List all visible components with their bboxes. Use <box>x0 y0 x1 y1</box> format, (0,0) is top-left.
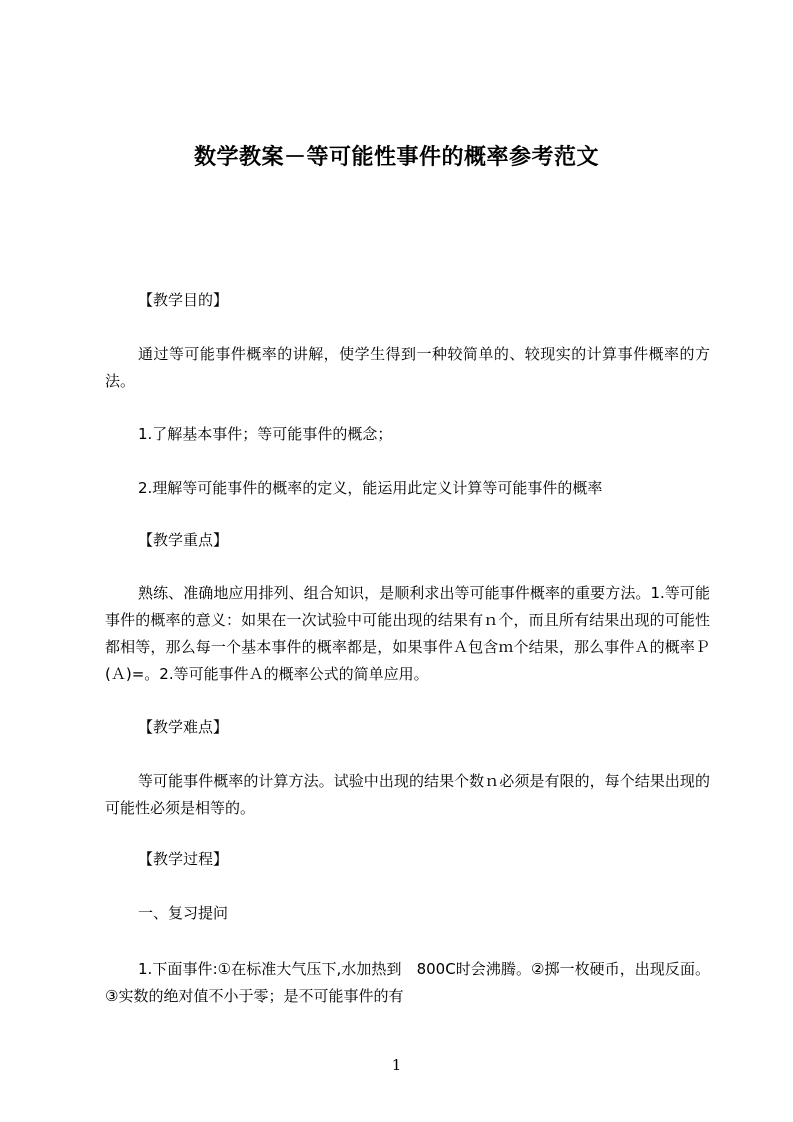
section-heading-process: 【教学过程】 <box>138 850 229 868</box>
paragraph-difficulty: 等可能事件概率的计算方法。试验中出现的结果个数ｎ必须是有限的，每个结果出现的可能性必须是相等的。 <box>105 772 710 817</box>
paragraph-focus: 熟练、准确地应用排列、组合知识，是顺利求出等可能事件概率的重要方法。1.等可能事件的概率的意义：如果在一次试验中可能出现的结果有ｎ个，而且所有结果出现的可能性都相等，那么每一个基本事件的概率都是，如果事件Ａ包含ｍ个结果，那么事件Ａ的概率Ｐ(Ａ)=。2.等可能事件Ａ的概率公式的简单应用。 <box>105 584 710 683</box>
section-heading-difficulty: 【教学难点】 <box>138 718 229 736</box>
page-number: 1 <box>391 1056 402 1074</box>
list-item-goal-2: 2.理解等可能事件的概率的定义，能运用此定义计算等可能事件的概率 <box>138 479 603 497</box>
paragraph-goal-intro: 通过等可能事件概率的讲解，使学生得到一种较简单的、较现实的计算事件概率的方法。 <box>105 345 710 390</box>
paragraph-review-item-1: 1.下面事件:①在标准大气压下,水加热到 800C时会沸腾。②掷一枚硬币，出现反面。③实数的绝对值不小于零；是不可能事件的有 <box>105 960 710 1005</box>
document-title: 数学教案－等可能性事件的概率参考范文 <box>193 145 599 170</box>
section-heading-goal: 【教学目的】 <box>138 291 229 309</box>
list-item-goal-1: 1.了解基本事件；等可能事件的概念； <box>138 425 393 443</box>
section-heading-focus: 【教学重点】 <box>138 531 229 549</box>
subheading-review: 一、复习提问 <box>138 904 229 922</box>
